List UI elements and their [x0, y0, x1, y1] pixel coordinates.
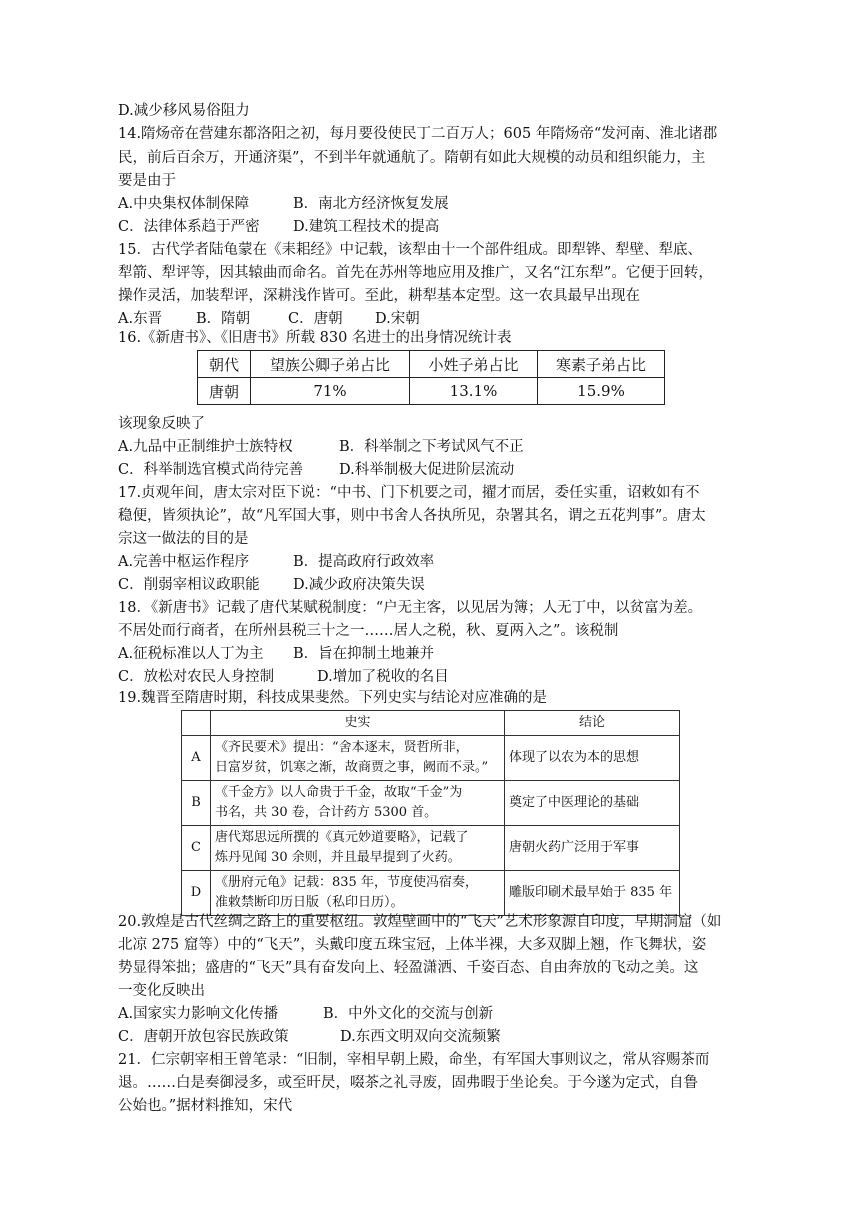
q14-option-a: A.中央集权体制保障	[118, 196, 250, 212]
q18-option-b: B．旨在抑制土地兼并	[293, 646, 435, 662]
fact-line: 《齐民要术》提出：“舍本逐末，贤哲所非，	[215, 740, 469, 755]
q20-option-d: D.东西文明双向交流频繁	[340, 1029, 501, 1045]
q20-option-a: A.国家实力影响文化传播	[118, 1006, 279, 1022]
row-letter: B	[182, 781, 211, 826]
cell-dynasty: 唐朝	[198, 378, 251, 405]
fact-line: 《册府元龟》记载：835 年，节度使冯宿奏，	[215, 875, 478, 890]
q13-option-d: D.减少移风易俗阻力	[118, 103, 250, 119]
q16-option-a: A.九品中正制维护士族特权	[118, 439, 293, 455]
cell-humble-ratio: 15.9%	[538, 378, 665, 405]
q15-stem-line-2: 犁箭、犁评等，因其辕曲而命名。首先在苏州等地应用及推广，又名“江东犁”。它便于回转，	[118, 265, 713, 281]
row-letter: A	[182, 736, 211, 781]
fact-line: 准敕禁断印历日版（私印日历）。	[215, 895, 404, 910]
table-row	[182, 781, 680, 826]
q16-option-d: D.科举制极大促进阶层流动	[339, 462, 515, 478]
q14-stem-line-2: 民，前后百余万，开通济渠”，不到半年就通航了。隋朝有如此大规模的动员和组织能力，主	[118, 150, 706, 166]
header-blank	[182, 711, 211, 736]
q16-option-b: B．科举制之下考试风气不正	[339, 439, 524, 455]
q15-option-a: A.东晋	[118, 311, 163, 327]
q21-stem-line-3: 公始也。”据材料推知，宋代	[118, 1098, 293, 1114]
row-fact	[211, 871, 505, 916]
row-fact	[211, 781, 505, 826]
row-fact	[211, 826, 505, 871]
table-header-row	[182, 711, 680, 736]
row-conclusion: 雕版印刷术最早始于 835 年	[505, 871, 680, 916]
row-conclusion: 体现了以农为本的思想	[505, 736, 680, 781]
q20-stem-line-4: 一变化反映出	[118, 983, 205, 999]
q14-option-d: D.建筑工程技术的提高	[293, 219, 440, 235]
q18-stem-line-1: 18．《新唐书》记载了唐代某赋税制度：“户无主客，以见居为簿；人无丁中，以贫富为差。	[118, 600, 703, 616]
q14-option-b: B．南北方经济恢复发展	[293, 196, 449, 212]
header-conclusion: 结论	[505, 711, 680, 736]
q20-stem-line-3: 势显得笨拙；盛唐的“飞天”具有奋发向上、轻盈潇洒、千姿百态、自由奔放的飞动之美。这	[118, 960, 699, 976]
row-letter: C	[182, 826, 211, 871]
q21-stem-line-2: 退。……白是奏御浸多，或至旰昃，啜茶之礼寻废，固弗暇于坐论矣。于今遂为定式，自鲁	[118, 1075, 698, 1091]
q17-option-a: A.完善中枢运作程序	[118, 554, 250, 570]
q14-option-c: C．法律体系趋于严密	[118, 219, 260, 235]
q20-stem-line-1: 20.敦煌是古代丝绸之路上的重要枢纽。敦煌壁画中的“飞天”艺术形象源自印度，早期洞窟（如	[118, 914, 722, 930]
q15-option-b: B．隋朝	[196, 311, 251, 327]
q20-option-c: C．唐朝开放包容民族政策	[118, 1029, 289, 1045]
table-header-row	[198, 351, 665, 378]
header-fact: 史实	[211, 711, 505, 736]
cell-noble-ratio: 71%	[251, 378, 410, 405]
cell-minor-clan-ratio: 13.1%	[410, 378, 538, 405]
row-conclusion: 唐朝火药广泛用于军事	[505, 826, 680, 871]
q19-facts-table	[181, 710, 680, 916]
q18-stem-line-2: 不居处而行商者，在所州县税三十之一……居人之税，秋、夏两入之”。该税制	[118, 623, 619, 639]
q18-option-a: A.征税标准以人丁为主	[118, 646, 264, 662]
q17-stem-line-2: 稳便，皆须执论”，故“凡军国大事，则中书舍人各执所见，杂署其名，谓之五花判事”。唐太	[118, 508, 706, 524]
q18-option-c: C．放松对农民人身控制	[118, 669, 275, 685]
row-letter: D	[182, 871, 211, 916]
q17-stem-line-3: 宗这一做法的目的是	[118, 531, 249, 547]
q16-stats-table	[197, 350, 665, 405]
q17-option-c: C．削弱宰相议政职能	[118, 577, 260, 593]
row-fact	[211, 736, 505, 781]
fact-line: 炼丹见闻 30 余则，并且最早提到了火药。	[215, 850, 461, 865]
q21-stem-line-1: 21．仁宗朝宰相王曾笔录：“旧制，宰相早朝上殿，命坐，有军国大事则议之，常从容赐茶而	[118, 1052, 710, 1068]
q17-option-d: D.减少政府决策失误	[293, 577, 425, 593]
header-dynasty: 朝代	[198, 351, 251, 378]
q14-stem-line-1: 14.隋炀帝在营建东都洛阳之初，每月要役使民丁二百万人；605 年隋炀帝“发河南、淮北诸郡	[118, 126, 718, 142]
q15-option-d: D.宋朝	[375, 311, 420, 327]
table-row	[182, 736, 680, 781]
fact-line: 唐代郑思远所撰的《真元妙道要略》，记载了	[215, 830, 469, 845]
header-noble-ratio: 望族公卿子弟占比	[251, 351, 410, 378]
fact-line: 书名，共 30 卷，合计药方 5300 首。	[215, 805, 438, 820]
q20-stem-line-2: 北凉 275 窟等）中的“飞天”，头戴印度五珠宝冠，上体半裸，大多双脚上翘，作飞舞状，姿	[118, 937, 707, 953]
q18-option-d: D.增加了税收的名目	[317, 669, 449, 685]
q14-stem-line-3: 要是由于	[118, 173, 176, 189]
header-humble-ratio: 寒素子弟占比	[538, 351, 665, 378]
table-row	[198, 378, 665, 405]
q15-stem-line-3: 操作灵活，加装犁评，深耕浅作皆可。至此，耕犁基本定型。这一农具最早出现在	[118, 288, 640, 304]
table-row	[182, 826, 680, 871]
q20-option-b: B．中外文化的交流与创新	[323, 1006, 494, 1022]
header-minor-clan-ratio: 小姓子弟占比	[410, 351, 538, 378]
table-row	[182, 871, 680, 916]
fact-line: 《千金方》以人命贵于千金，故取“千金”为	[215, 785, 463, 800]
q15-stem-line-1: 15．古代学者陆龟蒙在《耒耜经》中记载，该犁由十一个部件组成。即犁铧、犁壁、犁底、	[118, 242, 702, 258]
q19-intro: 19.魏晋至隋唐时期，科技成果斐然。下列史实与结论对应准确的是	[118, 690, 548, 706]
q16-option-c: C．科举制选官模式尚待完善	[118, 462, 304, 478]
q17-stem-line-1: 17.贞观年间，唐太宗对臣下说：“中书、门下机要之司，擢才而居，委任实重，诏敕如有不	[118, 485, 700, 501]
q15-option-c: C．唐朝	[288, 311, 343, 327]
q16-intro: 16.《新唐书》、《旧唐书》所载 830 名进士的出身情况统计表	[118, 330, 512, 346]
q16-stem: 该现象反映了	[118, 416, 205, 432]
row-conclusion: 奠定了中医理论的基础	[505, 781, 680, 826]
q17-option-b: B．提高政府行政效率	[293, 554, 435, 570]
fact-line: 日富岁贫，饥寒之渐，故商贾之事，阙而不录。”	[215, 760, 489, 775]
